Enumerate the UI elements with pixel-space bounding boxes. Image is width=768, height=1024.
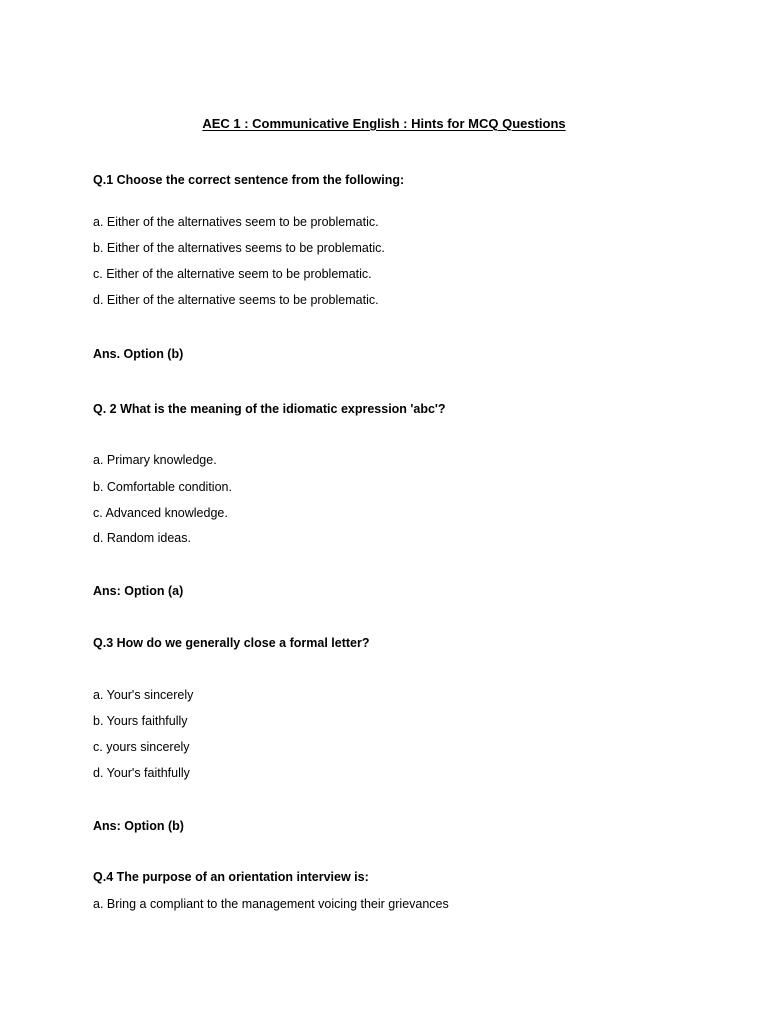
question-1: Q.1 Choose the correct sentence from the following: (93, 173, 405, 187)
question-1-answer: Ans. Option (b) (93, 347, 184, 361)
question-3-option-c: c. yours sincerely (93, 740, 190, 754)
question-4: Q.4 The purpose of an orientation interview is: (93, 870, 369, 884)
question-2: Q. 2 What is the meaning of the idiomatic expression 'abc'? (93, 402, 446, 416)
question-2-option-c: c. Advanced knowledge. (93, 506, 228, 520)
question-1-option-a: a. Either of the alternatives seem to be problematic. (93, 215, 379, 229)
question-1-option-b: b. Either of the alternatives seems to be problematic. (93, 241, 385, 255)
question-2-option-d: d. Random ideas. (93, 531, 191, 545)
question-2-answer: Ans: Option (a) (93, 584, 184, 598)
question-3-option-d: d. Your's faithfully (93, 766, 190, 780)
question-1-option-c: c. Either of the alternative seem to be problematic. (93, 267, 372, 281)
document-title: AEC 1 : Communicative English : Hints for MCQ Questions (202, 116, 566, 131)
question-2-option-b: b. Comfortable condition. (93, 480, 232, 494)
question-3: Q.3 How do we generally close a formal letter? (93, 636, 370, 650)
question-3-answer: Ans: Option (b) (93, 819, 184, 833)
question-3-option-b: b. Yours faithfully (93, 714, 188, 728)
question-2-option-a: a. Primary knowledge. (93, 453, 217, 467)
question-1-option-d: d. Either of the alternative seems to be problematic. (93, 293, 379, 307)
question-4-option-a: a. Bring a compliant to the management voicing their grievances (93, 897, 449, 911)
question-3-option-a: a. Your's sincerely (93, 688, 194, 702)
